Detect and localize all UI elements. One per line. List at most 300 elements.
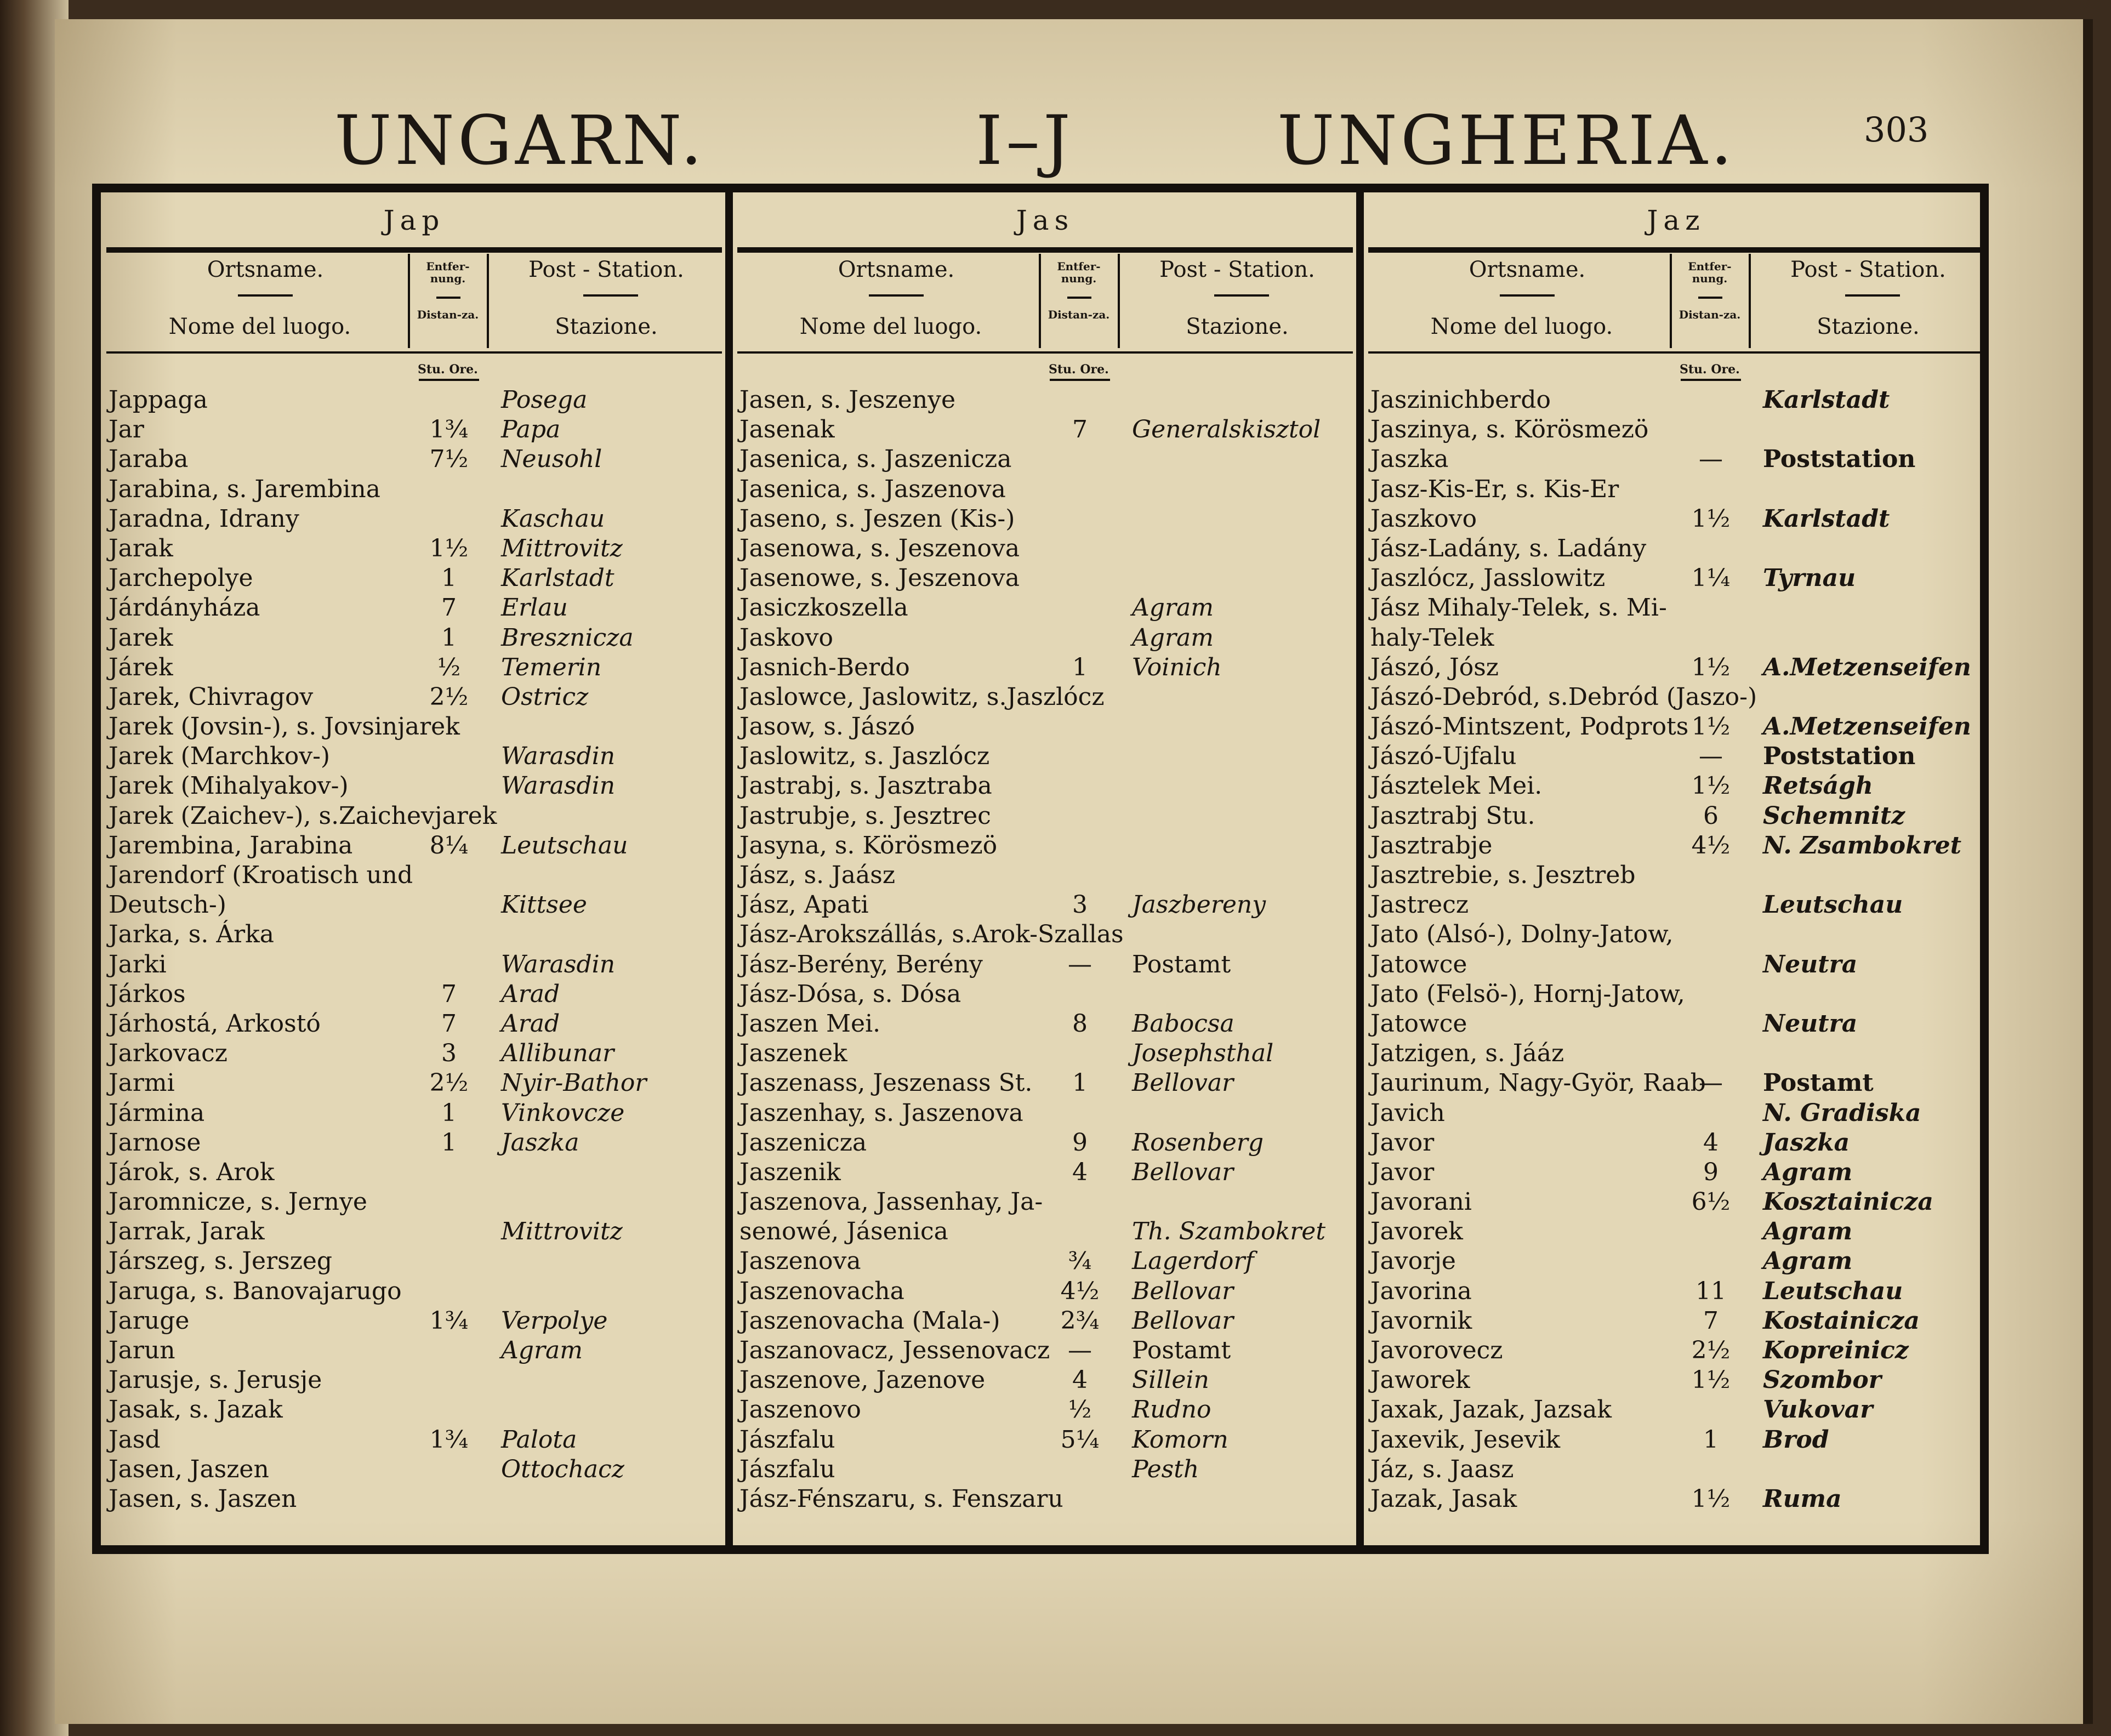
place-name: Jármina: [109, 1098, 205, 1127]
entry-row: [732, 980, 1358, 1009]
entry-row: [732, 1098, 1358, 1128]
distance: 4½: [1691, 831, 1731, 860]
entry-row: [101, 534, 727, 564]
entry-row: [1363, 415, 1989, 445]
place-name: Jászó, Jósz: [1370, 653, 1499, 681]
entry-row: [101, 861, 727, 890]
post-station: Karlstadt: [501, 564, 614, 593]
distance: 1½: [1691, 772, 1731, 800]
post-station: Kopreinicz: [1763, 1336, 1909, 1364]
post-station: Warasdin: [501, 950, 616, 978]
entry-row: [101, 1217, 727, 1246]
place-name: Jász-Fénszaru, s. Fenszaru: [739, 1484, 1063, 1513]
distance: 2¾: [1060, 1306, 1100, 1335]
distance: 1: [1072, 1069, 1088, 1097]
place-name: Jaszka: [1370, 445, 1449, 474]
distance: 8: [1072, 1009, 1088, 1038]
place-name: Jász-Ladány, s. Ladány: [1370, 534, 1647, 562]
post-station: Leutschau: [1763, 891, 1903, 919]
entry-row: [732, 1455, 1358, 1484]
post-station: Agram: [1763, 1217, 1853, 1246]
place-name: Jato (Felsö-), Hornj-Jatow,: [1370, 980, 1685, 1008]
entry-row: [1363, 1217, 1989, 1246]
place-name: Jasiczkoszella: [739, 594, 908, 622]
place-name: Jaworek: [1370, 1366, 1470, 1395]
post-station: Brod: [1763, 1425, 1829, 1454]
distance: —: [1699, 1069, 1723, 1097]
post-station: Posega: [501, 386, 588, 414]
place-name: Jászó-Debród, s.Debród (Jaszo-): [1370, 682, 1757, 711]
distance: 2½: [429, 1069, 469, 1097]
place-name: Jasnich-Berdo: [739, 653, 910, 681]
place-name: Jarabina, s. Jarembina: [109, 475, 380, 503]
entry-row: [1363, 1098, 1989, 1128]
entry-row: [732, 682, 1358, 712]
distance: ½: [437, 653, 461, 681]
header-left: UNGARN.: [334, 101, 705, 180]
column-title: Jas: [1016, 204, 1074, 236]
post-station: Bellovar: [1132, 1277, 1234, 1305]
place-name: Jarembina, Jarabina: [109, 831, 353, 860]
post-station: Leutschau: [501, 831, 628, 860]
header-ortsname-bar: [869, 294, 924, 297]
place-name: Jászó-Ujfalu: [1370, 742, 1517, 771]
place-name: Javorani: [1370, 1188, 1472, 1216]
place-name: Jász-Berény, Berény: [739, 950, 983, 978]
entry-row: [101, 801, 727, 831]
page-number: 303: [1864, 110, 1929, 150]
place-name: Jarun: [109, 1336, 175, 1364]
entry-row: [101, 1098, 727, 1128]
post-station: Jaszka: [1763, 1128, 1850, 1157]
entry-row: [1363, 742, 1989, 771]
distance: —: [1068, 950, 1092, 978]
header-ortsname: Ortsname.: [207, 257, 324, 282]
entry-row: [101, 1336, 727, 1365]
place-name: Jasow, s. Jászó: [739, 713, 915, 741]
place-name: Jasen, s. Jaszen: [109, 1484, 297, 1513]
place-name: Jaslowce, Jaslowitz, s.Jaszlócz: [739, 682, 1105, 711]
post-station: Temerin: [501, 653, 602, 681]
entry-row: [732, 890, 1358, 920]
entry-row: [101, 950, 727, 980]
entry-list: [1363, 385, 1989, 1514]
entry-row: [101, 1068, 727, 1098]
place-name: Jaslowitz, s. Jaszlócz: [739, 742, 990, 771]
place-name: Jarendorf (Kroatisch und: [109, 861, 413, 889]
entry-row: [732, 1336, 1358, 1365]
entry-row: [732, 950, 1358, 980]
entry-row: [732, 801, 1358, 831]
column-title: Jaz: [1647, 204, 1705, 236]
post-station: Josephsthal: [1132, 1039, 1274, 1068]
post-station: Mittrovitz: [501, 534, 623, 562]
place-name: Jászfalu: [739, 1455, 835, 1483]
place-name: Jásztelek Mei.: [1370, 772, 1543, 800]
entry-row: [101, 1277, 727, 1306]
entry-row: [732, 1425, 1358, 1455]
distance: 7: [441, 1009, 457, 1038]
place-name: Javornik: [1370, 1306, 1472, 1335]
place-name: Jar: [109, 415, 144, 444]
place-name: Jaszkovo: [1370, 504, 1477, 533]
distance: 5¼: [1060, 1425, 1100, 1454]
place-name: Járok, s. Arok: [109, 1158, 275, 1186]
place-name: Jarusje, s. Jerusje: [109, 1366, 322, 1395]
place-name: Jászó-Mintszent, Podprots: [1370, 713, 1689, 741]
header-stazione: Stazione.: [1817, 314, 1920, 339]
entry-row: [1363, 890, 1989, 920]
place-name: Jarek (Zaichev-), s.Zaichevjarek: [109, 801, 497, 830]
entry-row: [101, 504, 727, 534]
entry-row: [1363, 1187, 1989, 1217]
place-name: Jaxak, Jazak, Jazsak: [1370, 1396, 1612, 1424]
entry-row: [732, 1187, 1358, 1217]
column-jaz: [1363, 192, 1989, 1545]
header-units: Stu. Ore.: [1049, 362, 1109, 377]
entry-row: [732, 445, 1358, 474]
distance: 1¾: [429, 415, 469, 444]
header-rule: [737, 247, 1353, 253]
distance: 3: [1072, 891, 1088, 919]
entry-row: [101, 564, 727, 593]
place-name: Jatowce: [1370, 1009, 1467, 1038]
entry-row: [101, 623, 727, 653]
place-name: Javorek: [1370, 1217, 1463, 1246]
place-name: Jászfalu: [739, 1425, 835, 1454]
post-station: Agram: [1763, 1247, 1853, 1276]
place-name: Jasyna, s. Körösmezö: [739, 831, 998, 860]
post-station: Kittsee: [501, 891, 587, 919]
entry-row: [101, 890, 727, 920]
post-station: Bellovar: [1132, 1069, 1234, 1097]
post-station: Erlau: [501, 594, 568, 622]
distance: 4½: [1060, 1277, 1100, 1305]
distance: 2½: [429, 682, 469, 711]
post-station: Agram: [1763, 1158, 1853, 1186]
header-post-station: Post - Station.: [528, 257, 684, 282]
entry-row: [732, 1217, 1358, 1246]
post-station: Palota: [501, 1425, 577, 1454]
distance: 4: [1703, 1128, 1719, 1157]
place-name: Járdányháza: [109, 594, 260, 622]
place-name: Jasenica, s. Jaszenicza: [739, 445, 1012, 474]
entry-row: [1363, 950, 1989, 980]
entry-row: [732, 712, 1358, 742]
entry-row: [101, 1039, 727, 1068]
header-right: UNGHERIA.: [1277, 101, 1736, 180]
place-name: Jaszenass, Jeszenass St.: [739, 1069, 1033, 1097]
place-name: Jasztrabje: [1370, 831, 1493, 860]
column-jap: [101, 192, 727, 1545]
entry-row: [732, 1306, 1358, 1336]
entry-row: [1363, 445, 1989, 474]
distance: 1½: [1691, 713, 1731, 741]
entry-row: [1363, 771, 1989, 801]
post-station: Postamt: [1763, 1069, 1874, 1097]
entry-row: [732, 1009, 1358, 1039]
place-name: Jaruge: [109, 1306, 190, 1335]
post-station: Warasdin: [501, 772, 616, 800]
entry-row: [1363, 1009, 1989, 1039]
post-station: Retságh: [1763, 772, 1873, 800]
header-post-bar: [583, 294, 638, 297]
header-post-bar: [1845, 294, 1900, 297]
place-name: Jaszenik: [739, 1158, 841, 1186]
entry-row: [101, 415, 727, 445]
entry-row: [1363, 1277, 1989, 1306]
place-name: Jarek (Marchkov-): [109, 742, 331, 771]
header-middle: I–J: [976, 101, 1074, 180]
entry-row: [1363, 385, 1989, 415]
header-rule-lower: [106, 351, 722, 354]
place-name: Jarnose: [109, 1128, 201, 1157]
entry-row: [101, 1484, 727, 1514]
place-name: Jastrabj, s. Jasztraba: [739, 772, 992, 800]
entry-row: [1363, 593, 1989, 623]
place-name: Jász Mihaly-Telek, s. Mi-: [1370, 594, 1667, 622]
post-station: Th. Szambokret: [1132, 1217, 1326, 1246]
entry-row: [101, 1306, 727, 1336]
place-name: Jaurinum, Nagy-Györ, Raab: [1370, 1069, 1706, 1097]
entry-row: [732, 385, 1358, 415]
post-station: Verpolye: [501, 1306, 608, 1335]
distance: 4: [1072, 1158, 1088, 1186]
post-station: Agram: [1132, 594, 1214, 622]
entry-row: [101, 1455, 727, 1484]
entry-row: [1363, 1128, 1989, 1158]
place-name: Jaxevik, Jesevik: [1370, 1425, 1561, 1454]
post-station: Poststation: [1763, 445, 1916, 474]
post-station: Bellovar: [1132, 1158, 1234, 1186]
entry-row: [732, 1039, 1358, 1068]
entry-row: [732, 653, 1358, 682]
distance: 1¼: [1691, 564, 1731, 593]
distance: 9: [1072, 1128, 1088, 1157]
place-name: Jatzigen, s. Jááz: [1370, 1039, 1564, 1068]
place-name: Jarak: [109, 534, 173, 562]
post-station: Pesth: [1132, 1455, 1199, 1483]
entry-row: [1363, 1068, 1989, 1098]
distance: 1½: [1691, 504, 1731, 533]
post-station: Ruma: [1763, 1484, 1842, 1513]
place-name: Jaszenova, Jassenhay, Ja-: [739, 1188, 1043, 1216]
entry-row: [101, 1187, 727, 1217]
place-name: Jarek (Jovsin-), s. Jovsinjarek: [109, 713, 460, 741]
header-post-station: Post - Station.: [1790, 257, 1946, 282]
entry-row: [1363, 920, 1989, 949]
entry-row: [732, 1246, 1358, 1276]
entry-row: [732, 1395, 1358, 1425]
place-name: Jaromnicze, s. Jernye: [109, 1188, 367, 1216]
entry-row: [101, 1009, 727, 1039]
post-station: Jaszbereny: [1132, 891, 1266, 919]
place-name: Jaszenova: [739, 1247, 861, 1276]
entry-row: [1363, 1455, 1989, 1484]
distance: 9: [1703, 1158, 1719, 1186]
header-ortsname-bar: [238, 294, 293, 297]
header-rule: [106, 247, 722, 253]
header-divider: [1749, 254, 1751, 348]
distance: 1½: [1691, 653, 1731, 681]
post-station: Bellovar: [1132, 1306, 1234, 1335]
entry-row: [732, 1277, 1358, 1306]
place-name: Jasztrebie, s. Jesztreb: [1370, 861, 1636, 889]
distance: —: [1068, 1336, 1092, 1364]
entry-row: [101, 1158, 727, 1187]
distance: 1½: [429, 534, 469, 562]
place-name: Jarkovacz: [109, 1039, 227, 1068]
entry-row: [101, 682, 727, 712]
place-name: senowé, Jásenica: [739, 1217, 948, 1246]
header-post-bar: [1214, 294, 1269, 297]
place-name: Javor: [1370, 1158, 1435, 1186]
entry-row: [1363, 1484, 1989, 1514]
entry-row: [732, 534, 1358, 564]
post-station: Kosztainicza: [1763, 1188, 1933, 1216]
entry-row: [732, 504, 1358, 534]
column-title: Jap: [383, 204, 445, 236]
distance: 7: [1072, 415, 1088, 444]
place-name: Jász-Arokszállás, s.Arok-Szallas: [739, 920, 1124, 949]
place-name: Javorje: [1370, 1247, 1456, 1276]
column-separator: [725, 192, 733, 1545]
post-station: Tyrnau: [1763, 564, 1856, 593]
distance: 1½: [1691, 1366, 1731, 1395]
entry-row: [1363, 564, 1989, 593]
place-name: Jasd: [109, 1425, 161, 1454]
header-stazione: Stazione.: [1186, 314, 1289, 339]
column-separator: [1356, 192, 1364, 1545]
post-station: A.Metzenseifen: [1763, 653, 1971, 681]
distance: 1¾: [429, 1425, 469, 1454]
post-station: Neusohl: [501, 445, 602, 474]
place-name: Jaszenovo: [739, 1396, 861, 1424]
post-station: Allibunar: [501, 1039, 614, 1068]
post-station: Postamt: [1132, 950, 1231, 978]
entry-list: [732, 385, 1358, 1514]
post-station: Jaszka: [501, 1128, 579, 1157]
place-name: Járhostá, Arkostó: [109, 1009, 321, 1038]
distance: 1¾: [429, 1306, 469, 1335]
place-name: Járszeg, s. Jerszeg: [109, 1247, 333, 1276]
place-name: Jarek (Mihalyakov-): [109, 772, 349, 800]
distance: 1: [441, 1128, 457, 1157]
entry-row: [732, 742, 1358, 771]
distance: 1½: [1691, 1484, 1731, 1513]
post-station: Babocsa: [1132, 1009, 1234, 1038]
header-entfernung: Entfer-nung.: [1057, 260, 1101, 285]
distance: 11: [1695, 1277, 1726, 1305]
place-name: Jastrecz: [1370, 891, 1469, 919]
distance: 1: [441, 623, 457, 652]
place-name: Jaseno, s. Jeszen (Kis-): [739, 504, 1015, 533]
place-name: Jarek, Chivragov: [109, 682, 314, 711]
place-name: Jaszlócz, Jasslowitz: [1370, 564, 1606, 593]
place-name: Járek: [109, 653, 173, 681]
header-distanza: Distan-za.: [1048, 308, 1110, 321]
entry-row: [1363, 653, 1989, 682]
distance: —: [1699, 742, 1723, 771]
entry-row: [101, 1246, 727, 1276]
entry-row: [1363, 980, 1989, 1009]
post-station: Kaschau: [501, 504, 605, 533]
entry-row: [732, 593, 1358, 623]
entry-row: [1363, 623, 1989, 653]
post-station: N. Gradiska: [1763, 1098, 1921, 1127]
place-name: Jasenica, s. Jaszenova: [739, 475, 1006, 503]
header-nome: Nome del luogo.: [1430, 314, 1613, 339]
entry-list: [101, 385, 727, 1514]
post-station: Szombor: [1763, 1366, 1881, 1395]
place-name: Jarka, s. Árka: [109, 920, 275, 949]
place-name: Jappaga: [109, 386, 208, 414]
post-station: Mittrovitz: [501, 1217, 623, 1246]
header-entfernung: Entfer-nung.: [426, 260, 470, 285]
place-name: Jastrubje, s. Jesztrec: [739, 801, 991, 830]
header-distanza: Distan-za.: [1678, 308, 1741, 321]
entry-row: [101, 653, 727, 682]
distance: 1: [1072, 653, 1088, 681]
entry-row: [732, 1128, 1358, 1158]
distance: 7: [441, 594, 457, 622]
post-station: Nyir-Bathor: [501, 1069, 647, 1097]
post-station: Neutra: [1763, 950, 1858, 978]
place-name: Jaskovo: [739, 623, 833, 652]
place-name: Javorovecz: [1370, 1336, 1503, 1364]
column-jas: [732, 192, 1358, 1545]
place-name: Jarrak, Jarak: [109, 1217, 265, 1246]
place-name: Jaszinichberdo: [1370, 386, 1551, 414]
gazetteer-table: [92, 184, 1989, 1554]
header-rule-lower: [737, 351, 1353, 354]
distance: 6: [1703, 801, 1719, 830]
entry-row: [1363, 801, 1989, 831]
distance: 7: [441, 980, 457, 1008]
header-ortsname: Ortsname.: [838, 257, 955, 282]
entry-row: [101, 1128, 727, 1158]
entry-row: [1363, 861, 1989, 890]
entry-row: [732, 1365, 1358, 1395]
entry-row: [1363, 712, 1989, 742]
header-units-bar: [419, 379, 479, 381]
header-ortsname-bar: [1500, 294, 1555, 297]
post-station: Postamt: [1132, 1336, 1231, 1364]
place-name: Jasztrabj Stu.: [1370, 801, 1535, 830]
entry-row: [101, 831, 727, 861]
place-name: Jaszenicza: [739, 1128, 867, 1157]
entry-row: [732, 623, 1358, 653]
post-station: Warasdin: [501, 742, 616, 771]
distance: 2½: [1691, 1336, 1731, 1364]
distance: 7: [1703, 1306, 1719, 1335]
header-units-bar: [1681, 379, 1741, 381]
header-dist-bar: [1067, 297, 1091, 299]
entry-row: [101, 475, 727, 504]
place-name: Jasenowa, s. Jeszenova: [739, 534, 1020, 562]
place-name: haly-Telek: [1370, 623, 1494, 652]
place-name: Jaszenek: [739, 1039, 847, 1068]
entry-row: [101, 1395, 727, 1425]
entry-row: [101, 712, 727, 742]
post-station: Ottochacz: [501, 1455, 624, 1483]
place-name: Deutsch-): [109, 891, 226, 919]
distance: 3: [441, 1039, 457, 1068]
place-name: Javorina: [1370, 1277, 1472, 1305]
entry-row: [101, 385, 727, 415]
header-ortsname: Ortsname.: [1469, 257, 1586, 282]
header-rule-lower: [1368, 351, 1984, 354]
